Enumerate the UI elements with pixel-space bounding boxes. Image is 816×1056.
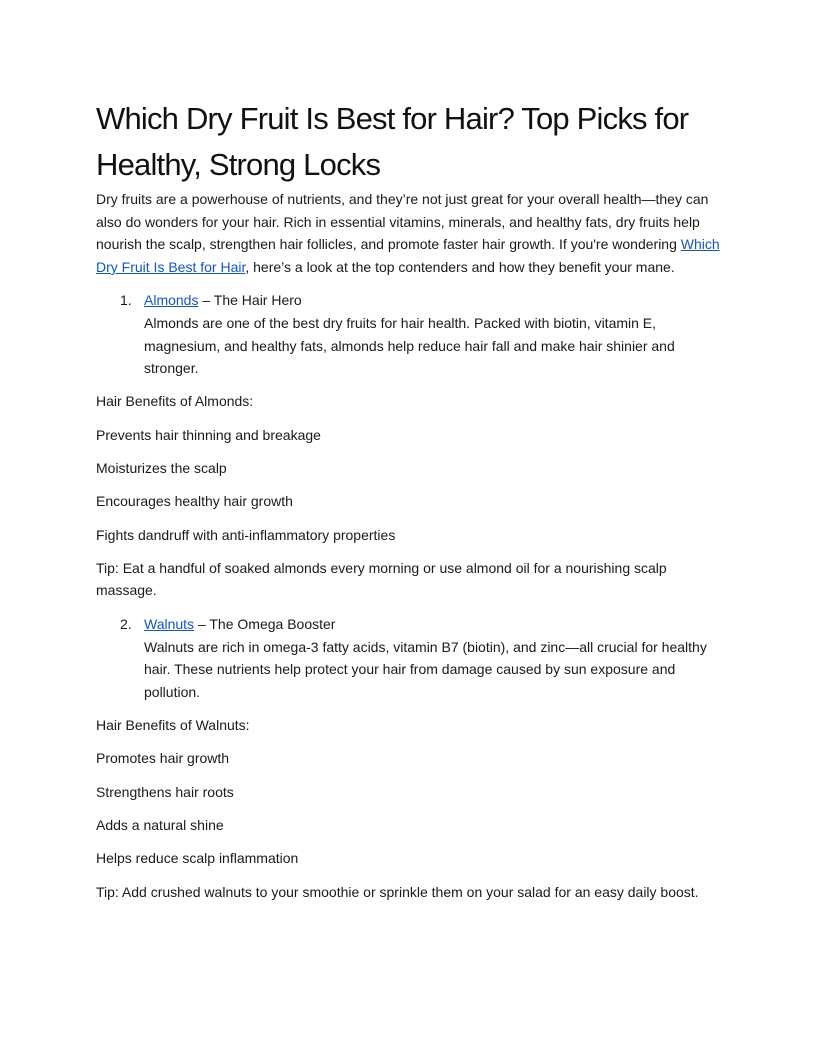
benefit-item: Moisturizes the scalp xyxy=(96,460,227,476)
list-item-number: 2. xyxy=(120,616,132,633)
list-item-subtitle: – The Omega Booster xyxy=(194,616,336,633)
benefit-item: Promotes hair growth xyxy=(96,750,230,767)
benefit-item: Strengthens hair roots xyxy=(96,783,234,800)
intro-text-after-link: , here’s a look at the top contenders and how they benefit your mane. xyxy=(245,258,675,275)
list-item-subtitle: – The Hair Hero xyxy=(198,292,302,309)
list-item-walnuts xyxy=(96,613,726,703)
benefit-item: Prevents hair thinning and breakage xyxy=(96,426,321,443)
benefit-item: Fights dandruff with anti-inflammatory properties xyxy=(96,526,396,543)
benefit-item: Helps reduce scalp inflammation xyxy=(96,850,299,867)
intro-paragraph xyxy=(96,188,726,278)
benefit-item: Encourages healthy hair growth xyxy=(96,493,293,510)
list-item-description: Walnuts are rich in omega-3 fatty acids, vitamin B7 (biotin), and zinc—all crucial for healthy hair. These nutrients help protect your hair from damage caused by sun exposure and pollution. xyxy=(144,638,707,700)
walnuts-link[interactable]: Walnuts xyxy=(144,616,195,633)
intro-text-before-link: Dry fruits are a powerhouse of nutrients, and they’re not just great for your overall health—they can also do wonders for your hair. Rich in essential vitamins, minerals, and healthy fats, dry fruits help nourish the scalp, strengthen hair follicles, and promote faster hair growth. If you're wondering xyxy=(96,191,709,253)
tip-paragraph: Tip: Eat a handful of soaked almonds every morning or use almond oil for a nourishing scalp massage. xyxy=(96,559,667,599)
list-item-description: Almonds are one of the best dry fruits for hair health. Packed with biotin, vitamin E, magnesium, and healthy fats, almonds help reduce hair fall and make hair shinier and stronger. xyxy=(144,314,675,377)
benefits-heading: Hair Benefits of Almonds: xyxy=(96,393,254,410)
page-title: Which Dry Fruit Is Best for Hair? Top Picks for Healthy, Strong Locks xyxy=(96,101,689,182)
intro-link[interactable]: Which Dry Fruit Is Best for Hair xyxy=(96,236,720,275)
benefits-heading: Hair Benefits of Walnuts: xyxy=(96,717,250,734)
almonds-link[interactable]: Almonds xyxy=(144,292,199,309)
list-item-number: 1. xyxy=(120,292,132,309)
list-item-almonds xyxy=(96,289,726,379)
benefit-item: Adds a natural shine xyxy=(96,816,224,833)
tip-paragraph: Tip: Add crushed walnuts to your smoothie or sprinkle them on your salad for an easy daily boost. xyxy=(96,883,699,900)
document-page xyxy=(96,96,726,903)
